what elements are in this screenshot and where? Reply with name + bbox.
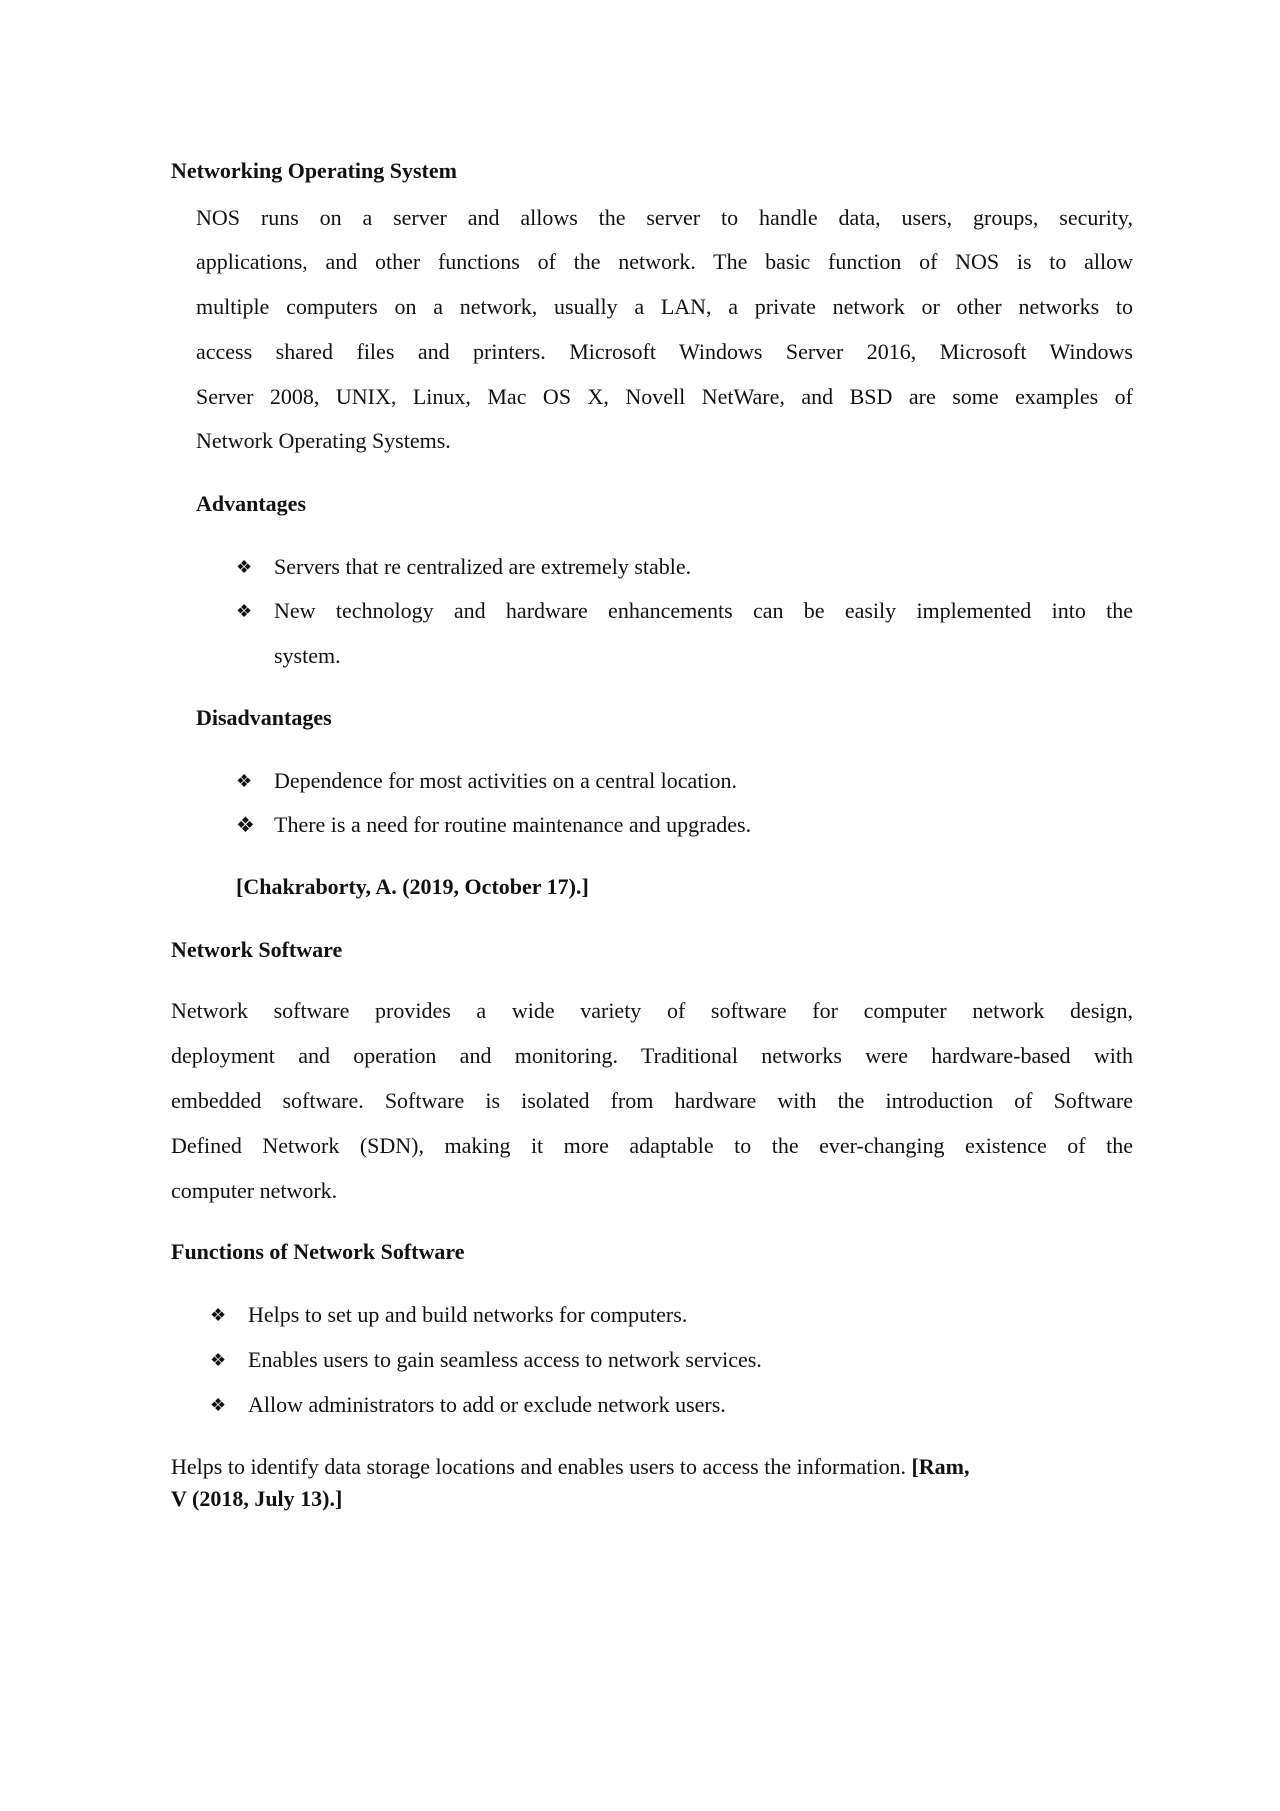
paragraph-line: applications, and other functions of the network. The basic function of NOS is to allow	[196, 249, 1133, 274]
paragraph-line: Network Operating Systems.	[196, 428, 451, 453]
bullet-icon: ❖	[236, 557, 253, 577]
bullet-icon: ❖	[210, 1395, 227, 1415]
paragraph-line: deployment and operation and monitoring. Traditional networks were hardware-based with	[171, 1043, 1133, 1068]
bullet-icon: ❖	[236, 601, 253, 621]
citation: [Chakraborty, A. (2019, October 17).]	[236, 874, 589, 899]
list-item: Dependence for most activities on a central location.	[274, 768, 738, 793]
list-item: Allow administrators to add or exclude network users.	[248, 1392, 726, 1417]
closing-citation: [Ram,	[911, 1454, 970, 1479]
list-item: Servers that re centralized are extremely stable.	[274, 554, 692, 579]
paragraph-line: access shared files and printers. Microsoft Windows Server 2016, Microsoft Windows	[196, 339, 1133, 364]
closing-text: Helps to identify data storage locations and enables users to access the information.	[171, 1454, 906, 1479]
list-item: Helps to set up and build networks for computers.	[248, 1302, 688, 1327]
paragraph-line: Server 2008, UNIX, Linux, Mac OS X, Novell NetWare, and BSD are some examples of	[196, 384, 1133, 409]
paragraph-line: Network software provides a wide variety of software for computer network design,	[171, 998, 1133, 1023]
software-heading: Network Software	[171, 937, 343, 962]
paragraph-line: computer network.	[171, 1178, 338, 1203]
list-item: New technology and hardware enhancements can be easily implemented into the	[274, 598, 1133, 623]
list-item-continuation: system.	[274, 643, 341, 668]
paragraph-line: embedded software. Software is isolated from hardware with the introduction of Software	[171, 1088, 1133, 1113]
closing-citation-continued: V (2018, July 13).]	[171, 1486, 343, 1511]
list-item: Enables users to gain seamless access to network services.	[248, 1347, 762, 1372]
paragraph-line: NOS runs on a server and allows the server to handle data, users, groups, security,	[196, 205, 1133, 230]
closing-paragraph	[171, 1453, 970, 1481]
paragraph-line: Defined Network (SDN), making it more adaptable to the ever-changing existence of the	[171, 1133, 1133, 1158]
bullet-icon: ❖	[236, 813, 255, 837]
functions-heading: Functions of Network Software	[171, 1239, 465, 1264]
advantages-heading: Advantages	[196, 491, 307, 516]
list-item: There is a need for routine maintenance and upgrades.	[274, 812, 752, 837]
bullet-icon: ❖	[210, 1350, 227, 1370]
paragraph-line: multiple computers on a network, usually a LAN, a private network or other networks to	[196, 294, 1133, 319]
disadvantages-heading: Disadvantages	[196, 705, 332, 730]
bullet-icon: ❖	[236, 771, 253, 791]
nos-heading: Networking Operating System	[171, 158, 457, 183]
bullet-icon: ❖	[210, 1305, 227, 1325]
